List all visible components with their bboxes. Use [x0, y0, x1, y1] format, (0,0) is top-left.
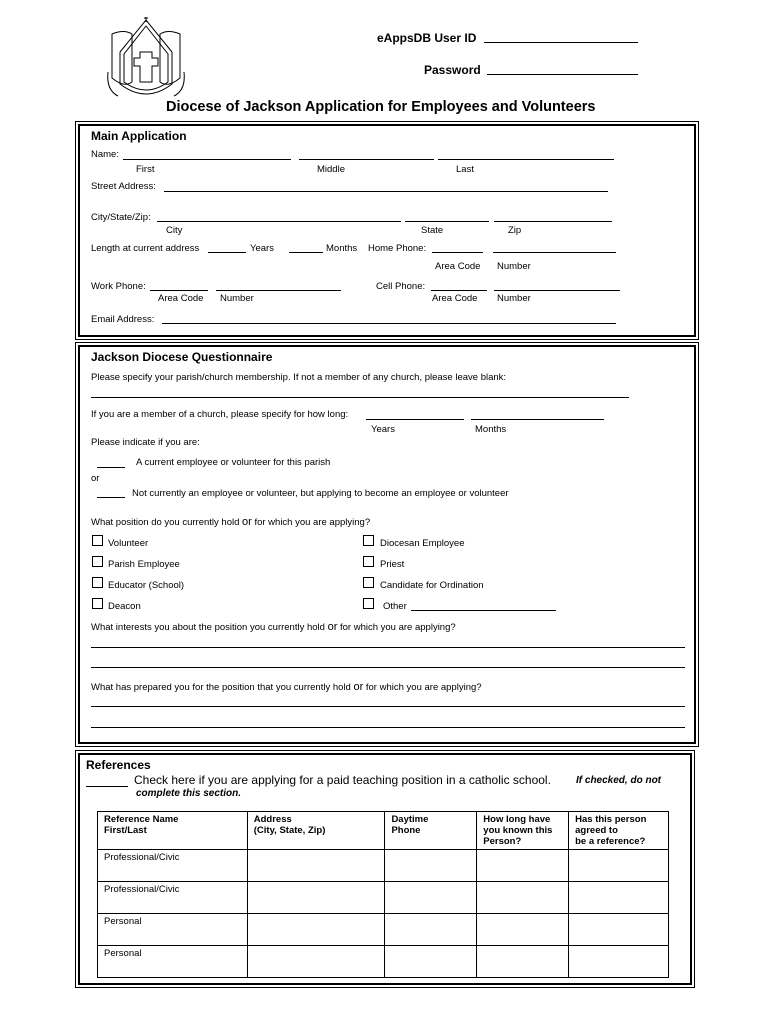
col-how-long — [477, 812, 569, 850]
reference-type[interactable]: Professional/Civic — [98, 850, 248, 882]
email-label: Email Address: — [91, 314, 155, 325]
reference-phone-cell[interactable] — [385, 882, 477, 914]
prepared-question — [91, 681, 482, 693]
priest-checkbox[interactable] — [363, 556, 374, 567]
length-months-caption: Months — [326, 243, 358, 254]
cell-phone-area-field[interactable] — [431, 290, 487, 291]
reference-address-cell[interactable] — [247, 914, 385, 946]
col-daytime-phone — [385, 812, 477, 850]
reference-address-cell[interactable] — [247, 882, 385, 914]
state-caption: State — [421, 225, 444, 236]
col-agreed — [569, 812, 669, 850]
home-number-caption: Number — [497, 261, 531, 272]
email-field[interactable] — [162, 323, 616, 324]
middle-name-field[interactable] — [299, 159, 434, 160]
priest-label: Priest — [380, 559, 405, 570]
col-reference-name — [98, 812, 248, 850]
reference-address-cell[interactable] — [247, 946, 385, 978]
parish-question: Please specify your parish/church membership. If not a member of any church, please leave blank: — [91, 372, 507, 383]
current-employee-option: A current employee or volunteer for this parish — [136, 457, 331, 468]
user-id-field[interactable] — [484, 42, 638, 43]
zip-field[interactable] — [494, 221, 612, 222]
cell-phone-number-field[interactable] — [494, 290, 620, 291]
teaching-position-check-blank[interactable] — [86, 786, 128, 787]
table-row — [98, 882, 669, 914]
work-area-code-caption: Area Code — [158, 293, 204, 304]
reference-howlong-cell[interactable] — [477, 946, 569, 978]
parish-field[interactable] — [91, 397, 629, 398]
length-years-caption: Years — [250, 243, 274, 254]
first-caption: First — [136, 164, 155, 175]
work-number-caption: Number — [220, 293, 254, 304]
col-howlong-line-3: Person? — [483, 836, 522, 847]
position-question-text-b: for which you are applying? — [251, 517, 371, 528]
home-phone-label: Home Phone: — [368, 243, 427, 254]
interest-answer-line-2[interactable] — [91, 667, 685, 668]
name-label: Name: — [91, 149, 119, 160]
position-question-or: or — [242, 516, 252, 528]
interest-answer-line-1[interactable] — [91, 647, 685, 648]
col-phone-line-2: Phone — [391, 825, 421, 836]
cell-phone-label: Cell Phone: — [376, 281, 426, 292]
position-question-text-a: What position do you currently hold — [91, 517, 243, 528]
zip-caption: Zip — [508, 225, 522, 236]
prepared-question-text-a: What has prepared you for the position that you currently hold — [91, 682, 354, 693]
other-label: Other — [383, 601, 407, 612]
references-table — [97, 811, 669, 978]
diocesan-employee-checkbox[interactable] — [363, 535, 374, 546]
col-name-line-2: First/Last — [104, 825, 147, 836]
prepared-answer-line-2[interactable] — [91, 727, 685, 728]
volunteer-checkbox[interactable] — [92, 535, 103, 546]
membership-length-question: If you are a member of a church, please specify for how long: — [91, 409, 349, 420]
current-employee-blank[interactable] — [97, 467, 125, 468]
table-row — [98, 946, 669, 978]
work-phone-number-field[interactable] — [216, 290, 341, 291]
city-caption: City — [166, 225, 183, 236]
length-years-field[interactable] — [208, 252, 246, 253]
indicate-label: Please indicate if you are: — [91, 437, 200, 448]
col-address-line-2: (City, State, Zip) — [253, 825, 326, 836]
reference-howlong-cell[interactable] — [477, 882, 569, 914]
educator-label: Educator (School) — [108, 580, 185, 591]
teaching-position-text: Check here if you are applying for a paid teaching position in a catholic school. — [134, 773, 551, 787]
length-months-field[interactable] — [289, 252, 323, 253]
reference-agreed-cell[interactable] — [569, 914, 669, 946]
col-address — [247, 812, 385, 850]
col-howlong-line-1: How long have — [483, 814, 551, 825]
interest-question-text-b: for which you are applying? — [337, 622, 456, 633]
reference-agreed-cell[interactable] — [569, 946, 669, 978]
first-name-field[interactable] — [123, 159, 291, 160]
city-state-zip-label: City/State/Zip: — [91, 212, 151, 223]
prepared-answer-line-1[interactable] — [91, 706, 685, 707]
middle-caption: Middle — [317, 164, 345, 175]
reference-phone-cell[interactable] — [385, 850, 477, 882]
parish-employee-label: Parish Employee — [108, 559, 180, 570]
home-phone-number-field[interactable] — [493, 252, 616, 253]
reference-type[interactable]: Personal — [98, 946, 248, 978]
page-title: Diocese of Jackson Application for Employees and Volunteers — [166, 99, 596, 115]
volunteer-label: Volunteer — [108, 538, 149, 549]
last-caption: Last — [456, 164, 474, 175]
not-current-option: Not currently an employee or volunteer, but applying to become an employee or volunteer — [132, 488, 509, 499]
password-field[interactable] — [487, 74, 638, 75]
membership-years-caption: Years — [371, 424, 395, 435]
interest-question-or: or — [327, 621, 338, 633]
city-field[interactable] — [157, 221, 401, 222]
home-area-code-caption: Area Code — [435, 261, 481, 272]
candidate-ordination-label: Candidate for Ordination — [380, 580, 484, 591]
educator-checkbox[interactable] — [92, 577, 103, 588]
street-address-field[interactable] — [164, 191, 608, 192]
reference-agreed-cell[interactable] — [569, 882, 669, 914]
col-agreed-line-1: Has this person — [575, 814, 647, 825]
reference-phone-cell[interactable] — [385, 946, 477, 978]
references-heading: References — [86, 758, 151, 772]
password-label: Password — [424, 63, 481, 77]
reference-phone-cell[interactable] — [385, 914, 477, 946]
table-row — [98, 850, 669, 882]
teaching-note-a: If checked, do not — [576, 775, 662, 786]
candidate-ordination-checkbox[interactable] — [363, 577, 374, 588]
membership-months-field[interactable] — [471, 419, 604, 420]
position-question — [91, 516, 370, 528]
street-address-label: Street Address: — [91, 181, 156, 192]
other-checkbox[interactable] — [363, 598, 374, 609]
prepared-question-or: or — [353, 681, 364, 693]
not-current-blank[interactable] — [97, 497, 125, 498]
deacon-checkbox[interactable] — [92, 598, 103, 609]
col-agreed-line-2: agreed to — [575, 825, 618, 836]
interest-question-text-a: What interests you about the position you currently hold — [91, 622, 328, 633]
interest-question — [91, 621, 456, 633]
membership-months-caption: Months — [475, 424, 507, 435]
table-row — [98, 914, 669, 946]
deacon-label: Deacon — [108, 601, 141, 612]
reference-agreed-cell[interactable] — [569, 850, 669, 882]
or-label: or — [91, 473, 100, 484]
col-howlong-line-2: you known this — [483, 825, 553, 836]
other-field[interactable] — [411, 610, 556, 611]
state-field[interactable] — [405, 221, 489, 222]
reference-type[interactable]: Personal — [98, 914, 248, 946]
teaching-note-b: complete this section. — [136, 788, 242, 799]
work-phone-label: Work Phone: — [91, 281, 146, 292]
col-phone-line-1: Daytime — [391, 814, 429, 825]
prepared-question-text-b: for which you are applying? — [363, 682, 482, 693]
membership-years-field[interactable] — [366, 419, 464, 420]
diocesan-employee-label: Diocesan Employee — [380, 538, 465, 549]
last-name-field[interactable] — [438, 159, 614, 160]
cell-number-caption: Number — [497, 293, 531, 304]
reference-type[interactable]: Professional/Civic — [98, 882, 248, 914]
col-name-line-1: Reference Name — [104, 814, 179, 825]
home-phone-area-field[interactable] — [432, 252, 483, 253]
user-id-label: eAppsDB User ID — [377, 31, 477, 45]
cell-area-code-caption: Area Code — [432, 293, 478, 304]
reference-address-cell[interactable] — [247, 850, 385, 882]
main-application-heading: Main Application — [91, 129, 187, 143]
col-address-line-1: Address — [253, 814, 292, 825]
references-header-row — [98, 812, 669, 850]
reference-howlong-cell[interactable] — [477, 914, 569, 946]
diocese-logo — [104, 14, 188, 104]
questionnaire-heading: Jackson Diocese Questionnaire — [91, 350, 273, 364]
work-phone-area-field[interactable] — [150, 290, 208, 291]
col-agreed-line-3: be a reference? — [575, 836, 646, 847]
parish-employee-checkbox[interactable] — [92, 556, 103, 567]
reference-howlong-cell[interactable] — [477, 850, 569, 882]
length-at-address-label: Length at current address — [91, 243, 200, 254]
